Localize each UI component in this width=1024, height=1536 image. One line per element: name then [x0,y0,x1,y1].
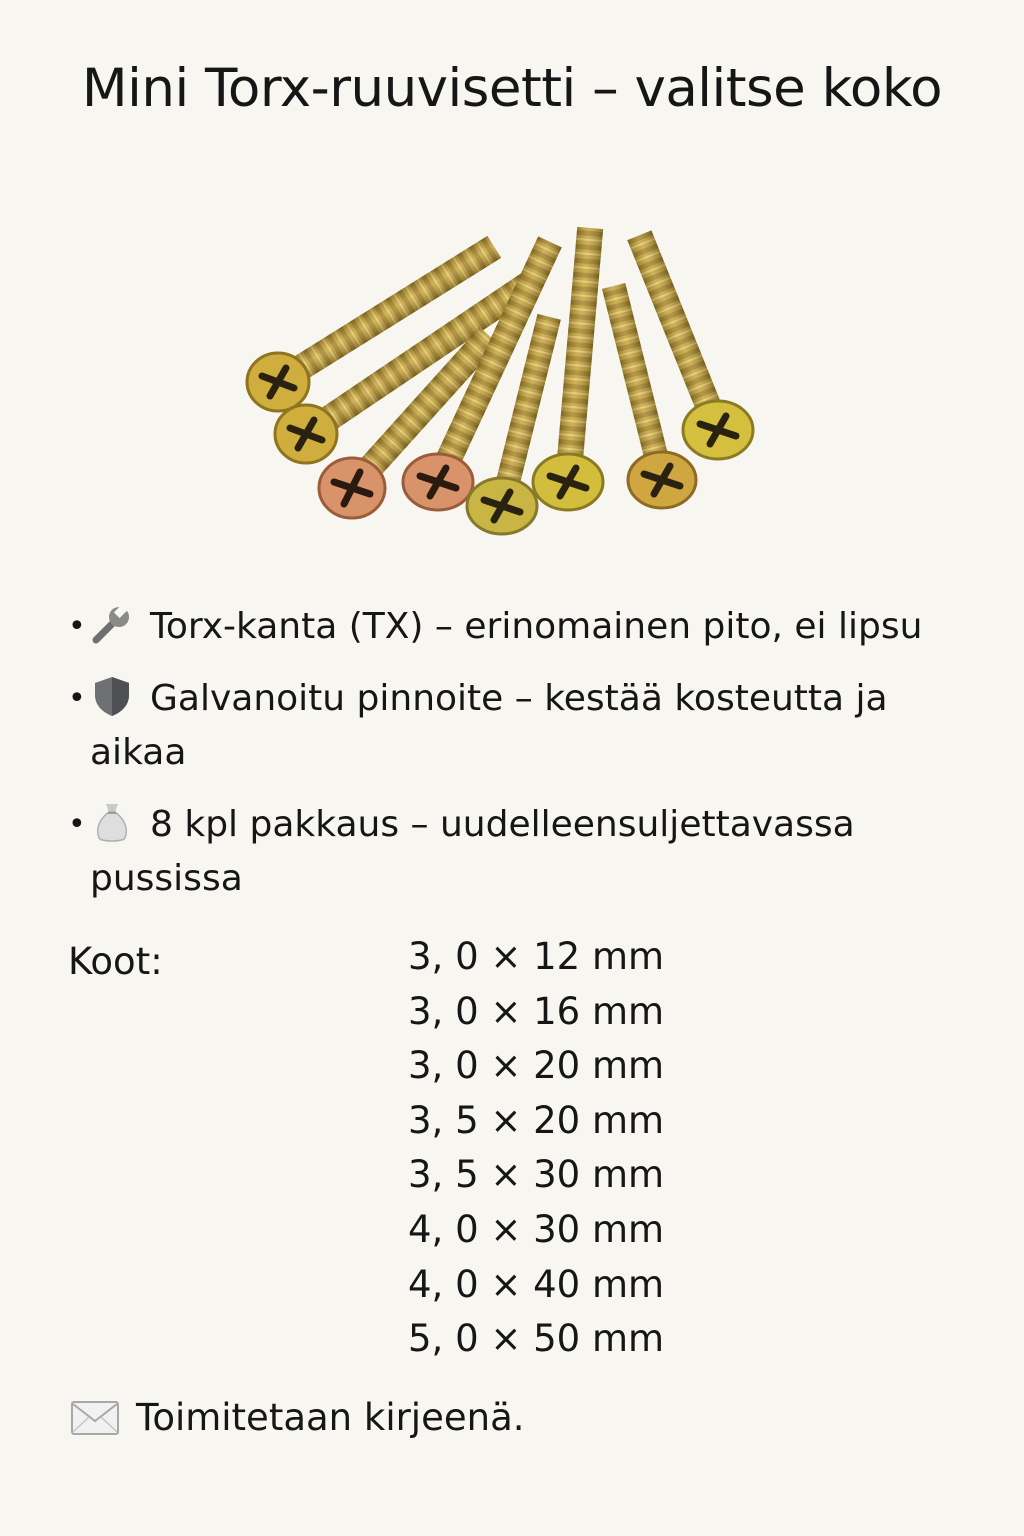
feature-text: Galvanoitu pinnoite – kestää kosteutta ja aikaa [90,678,888,773]
screw-group [247,227,753,534]
list-item [68,672,988,780]
feature-list [68,600,988,924]
bullet: • [68,681,86,716]
bag-icon [90,800,134,844]
page-title: Mini Torx-ruuvisetti – valitse koko [81,58,943,119]
size-item: 5, 0 × 50 mm [408,1317,665,1361]
screw-head [275,405,337,463]
size-item: 3, 0 × 20 mm [408,1044,665,1088]
bullet: • [68,609,86,644]
screw-head [628,452,696,508]
size-item: 3, 5 × 30 mm [408,1153,665,1197]
screw-head [403,454,473,510]
screws-image [230,170,790,570]
screw-head [467,478,537,534]
feature-text: Torx-kanta (TX) – erinomainen pito, ei lipsu [150,606,923,647]
bullet: • [68,807,86,842]
shipping-note [70,1396,525,1439]
sizes-label: Koot: [68,940,163,983]
sizes-list [408,930,664,1367]
size-item: 3, 5 × 20 mm [408,1098,665,1142]
screw-head [533,454,603,510]
wrench-icon [90,602,134,646]
screw-head [319,458,385,518]
list-item [68,600,988,654]
shipping-text: Toimitetaan kirjeenä. [136,1396,525,1439]
screw-head [247,353,309,411]
size-item: 3, 0 × 16 mm [408,989,665,1033]
size-item: 4, 0 × 40 mm [408,1262,665,1306]
size-item: 4, 0 × 30 mm [408,1207,665,1251]
list-item [68,798,988,906]
feature-text: 8 kpl pakkaus – uudelleensuljettavassa pussissa [90,804,855,899]
shield-icon [90,674,134,718]
envelope-icon [70,1399,120,1437]
size-item: 3, 0 × 12 mm [408,935,665,978]
screw-head [683,401,753,459]
